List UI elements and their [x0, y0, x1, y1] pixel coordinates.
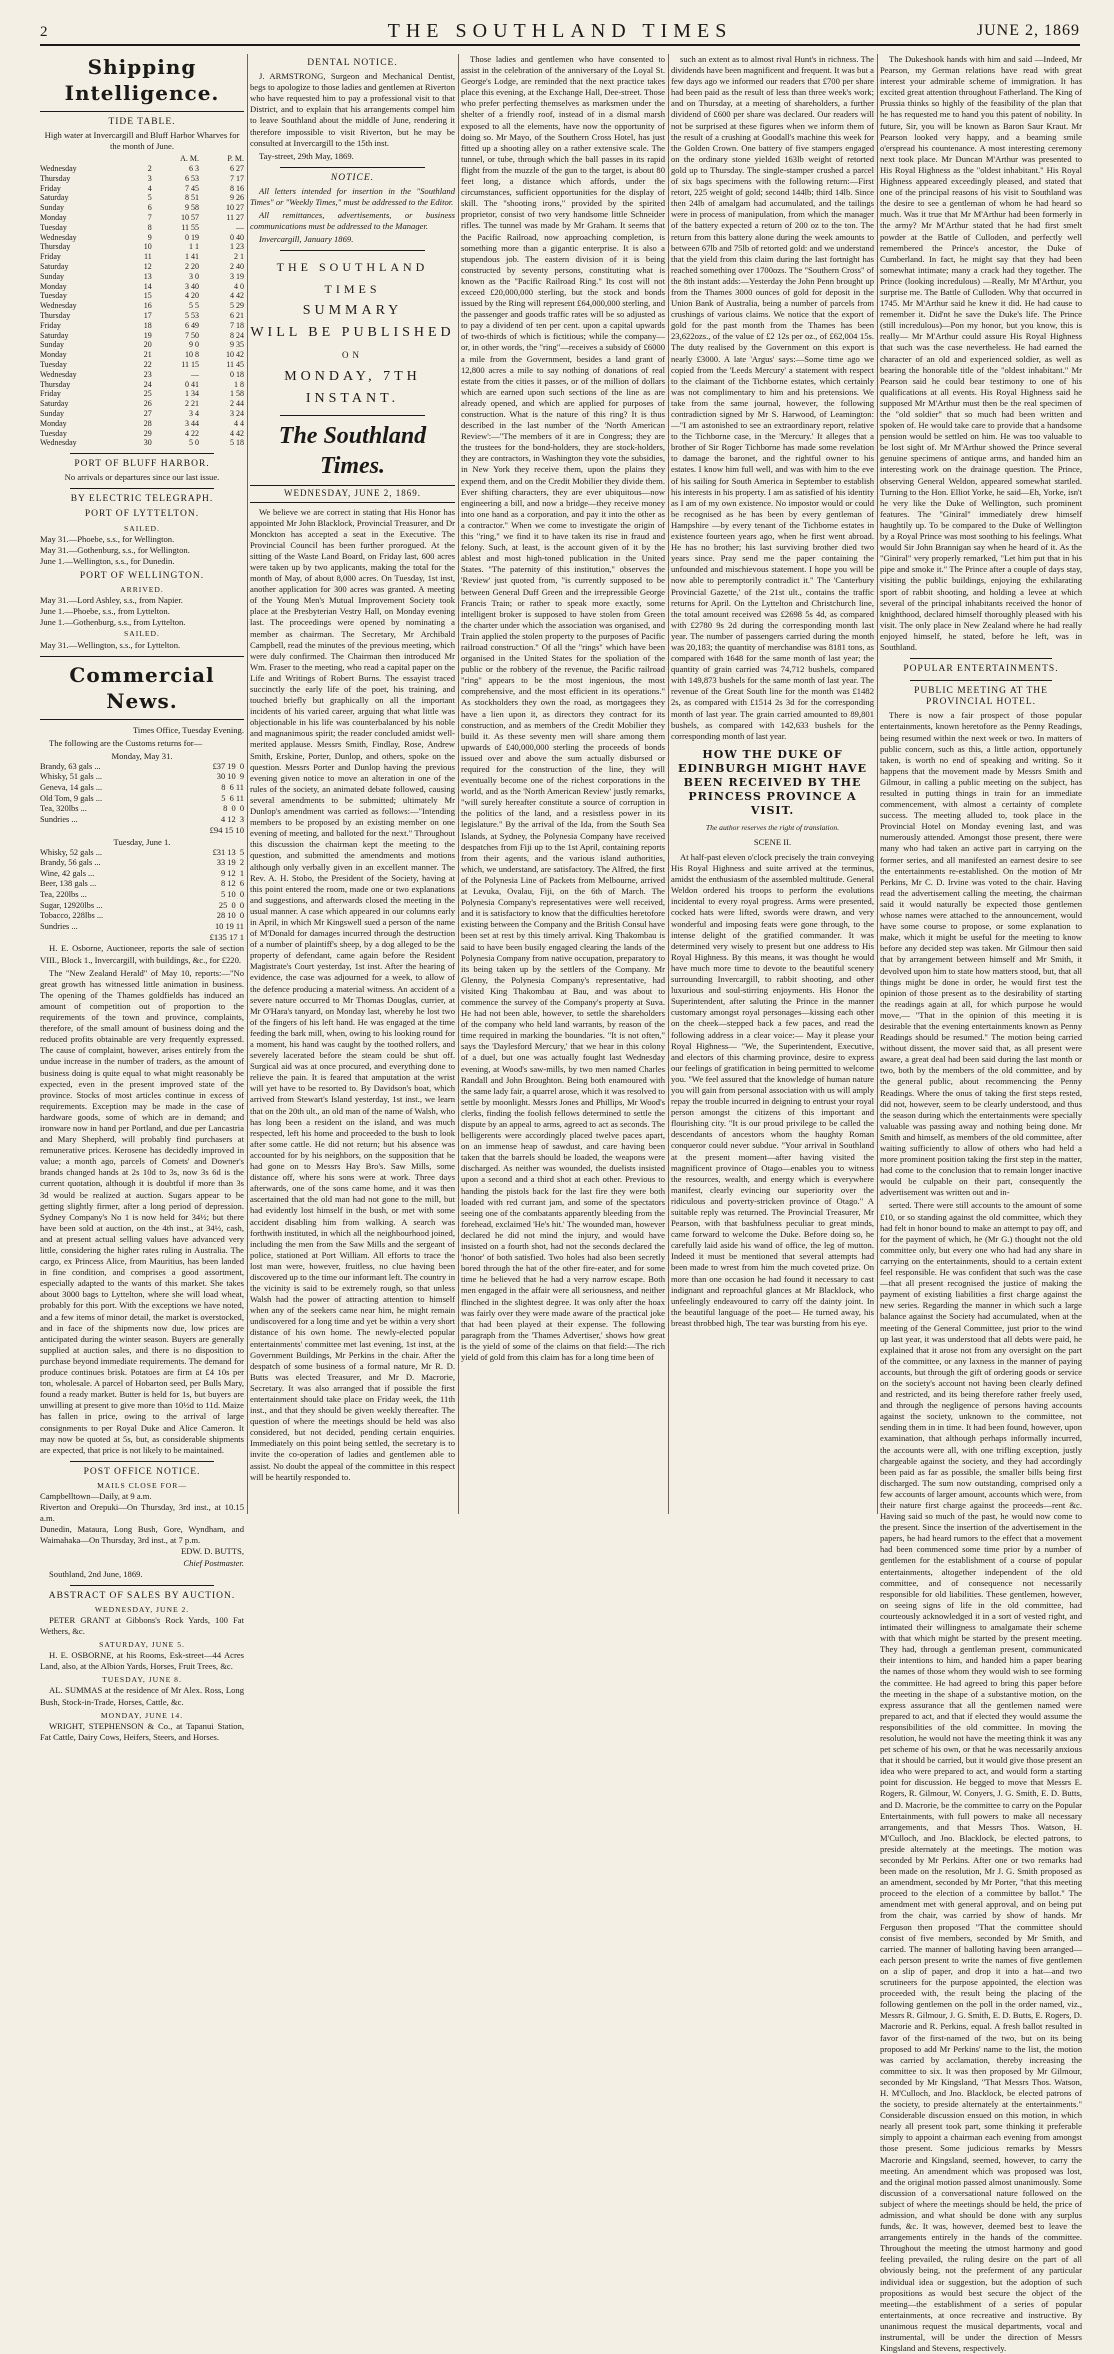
tide-cell: Wednesday — [40, 369, 77, 379]
tide-cell: 7 — [147, 213, 152, 223]
item-value: 8 12 6 — [220, 879, 244, 889]
table-row — [40, 429, 244, 439]
wellington-arrived-list — [40, 595, 244, 628]
newspaper-title: THE SOUTHLAND TIMES — [387, 20, 733, 42]
bluff-heading: PORT OF BLUFF HARBOR. — [74, 459, 210, 470]
times-office: Times Office, Tuesday Evening. — [132, 724, 244, 735]
table-row — [40, 772, 244, 783]
tide-col-header — [132, 154, 152, 164]
item-name: Brandy, 63 gals ... — [40, 761, 101, 771]
auction-date: SATURDAY, JUNE 5. — [99, 1640, 185, 1650]
tide-cell: 1 8 — [234, 379, 244, 389]
tide-cell: 3 40 — [184, 281, 199, 291]
tide-cell: 1 41 — [184, 252, 199, 262]
tide-cell: 9 0 — [188, 340, 199, 350]
table-row — [40, 262, 244, 272]
tide-cell: Sunday — [40, 271, 64, 281]
tide-cell: 7 18 — [230, 320, 244, 330]
tide-cell: 27 — [143, 409, 152, 418]
tide-col-header — [40, 154, 132, 164]
item-name: Sugar, 12920lbs ... — [40, 900, 103, 910]
column-rule — [458, 54, 459, 1514]
column-2 — [250, 54, 455, 1514]
table-row — [40, 783, 244, 794]
item-name: Old Tom, 9 gals ... — [40, 793, 103, 803]
table-row — [40, 890, 244, 901]
market-report: The "New Zealand Herald" of May 10, reports:—"No great growth has witnessed little animation in business. The opening of the Thames goldfields has induced an amount of competition out of proportion to the requirements of the town and province, complaints, therefore, of the small amount of business doing and the reduced profits obtainable are very frequently expressed. The cause of complaint, however, arises entirely from the undue increase in the number of traders, as the amount of business doing is quite equal to what might reasonably be expected, even in the present improved state of the province. Stocks of most articles continue in excess of requirements. Exception may be made in the case of hardware goods, some of which are in demand; and ironware now in hand per Portland, and due per Lancastria and Mary Shepherd, will probably find purchasers at remunerative prices. Kerosene has decidedly improved in value; a month ago, parcels of Comets' and Downer's brands changed hands at 2s 10d to 3s, now 3s 6d is the current quotation, although it is doubtful if more than 3s 3d would be realized at auction. Sugars appear to be getting slightly firmer, after a long period of depression. Sydney Company's No 1 is now held for 34½; but there have been sold at auction, on the 4th inst., at 34½, cash, and at present actual selling values have advanced very little, considering the higher rates ruling in Australia. The cargo, ex Princess Alice, from Mauritius, has been landed in fine condition, and comprises a good assortment, especially adapted to the wants of this market. She takes about 3000 bags to Lyttelton, where she will load wheat, probably for this port. With the exceptions we have noted, and a few items of minor detail, the market is overstocked, and in face of the shipments now due, low prices are anticipated during the winter season. Buyers are generally supplied at auction sales, and there is no disposition to purchase beyond immediate requirements. The demand for produce continues brisk. Potatoes are firm at £4 10s per ton, wholesale. A parcel of Hobarton seed, per Bulls Mary, found a ready market. Butter is held for 1s, but buyers are unwilling at present to give more than 10½d to 11d. Maize has fallen in price, owing to the arrival of large consignments to per Royal Duke and Alice Cameron. It may now be quoted at 5s, but, as considerable shipments are expected, that price is not likely to be maintained. — [40, 967, 244, 1455]
auction-entry: WRIGHT, STEPHENSON & Co., at Tapanui Station, Fat Cattle, Dairy Cows, Heifers, Steers, and Horses. — [40, 1720, 244, 1742]
divider — [280, 250, 425, 251]
tide-cell: 25 — [143, 389, 152, 399]
tide-table — [40, 154, 244, 448]
divider — [70, 1585, 214, 1586]
tide-cell: 11 15 — [181, 360, 199, 370]
tide-cell: 17 — [143, 311, 152, 321]
table-row — [40, 242, 244, 252]
item-value: 8 0 0 — [223, 804, 244, 814]
tide-cell: 9 26 — [230, 193, 244, 203]
table-row — [40, 213, 244, 223]
tide-cell: 8 51 — [184, 193, 199, 203]
telegraph-heading: BY ELECTRIC TELEGRAPH. — [70, 494, 214, 505]
scene-heading: SCENE II. — [753, 836, 792, 847]
tide-cell: 8 — [147, 222, 152, 232]
summary-line: MONDAY, 7TH INSTANT. — [284, 369, 421, 407]
list-item: May 31.—Phoebe, s.s., for Wellington. — [40, 533, 175, 544]
tide-cell: 21 — [143, 350, 152, 360]
wellington-sailed-list — [40, 640, 244, 651]
column-rule — [668, 54, 669, 1514]
summary-line: ON — [342, 350, 363, 361]
divider — [70, 453, 214, 454]
item-name: Wine, 42 gals ... — [40, 868, 95, 878]
post-sub: MAILS CLOSE FOR— — [97, 1480, 187, 1490]
item-value: 5 10 0 — [220, 890, 244, 899]
tide-cell: 2 40 — [230, 262, 244, 272]
divider — [40, 656, 244, 657]
tide-cell: 7 50 — [184, 330, 199, 340]
tide-cell: Friday — [40, 320, 61, 330]
tide-cell: 3 24 — [230, 409, 244, 418]
item-value: 9 12 1 — [220, 868, 244, 878]
tide-cell: 1 58 — [230, 389, 244, 399]
tide-cell: Saturday — [40, 399, 69, 409]
auction-heading: ABSTRACT OF SALES BY AUCTION. — [48, 1590, 236, 1601]
table-row — [40, 350, 244, 360]
list-item: Dunedin, Mataura, Long Bush, Gore, Wyndham, and Waimahaka—On Thursday, 3rd inst., at 7 p.m. — [40, 1524, 244, 1546]
tide-cell: 10 42 — [226, 350, 244, 360]
lyttelton-heading: PORT OF LYTTELTON. — [84, 509, 200, 520]
tide-cell: 4 — [147, 183, 152, 193]
item-value: 33 19 2 — [216, 858, 244, 868]
table-row — [40, 438, 244, 448]
table-row — [40, 815, 244, 826]
tide-cell: Saturday — [40, 330, 69, 340]
tide-cell: 2 21 — [184, 399, 199, 409]
tide-cell: 3 44 — [184, 418, 199, 428]
table-row — [40, 762, 244, 773]
notice-text-2: All remittances, advertisements, or business communications must be addressed to the Manager. — [250, 210, 455, 232]
tide-cell: 20 — [143, 340, 152, 350]
tide-cell: 18 — [143, 320, 152, 330]
tide-cell: 7 45 — [184, 183, 199, 193]
editorial-text: We believe we are correct in stating that His Honor has appointed Mr John Blacklock, Provincial Treasurer, and Dr Monckton has accepted a seat in the Executive. The Provincial Council has been further prorogued. At the sitting of the Waste Land Board, on Friday last, 600 acres were taken up by two applicants, making the total for the month of May, of about 8,000 acres. On Tuesday, 1st inst, another application for 300 acres was granted. A meeting of the Young Men's Mutual Improvement Society took place at the Presbyterian Vestry Hall, on Monday evening last. The proceedings were opened by nominating a member as chairman. The Secretary, Mr Archibald Campbell, read the minutes of the previous meeting, which were duly confirmed. The Chairman then introduced Mr Wm. Fraser to the meeting, who read a capital paper on the Life and Writings of Robert Burns. The essayist traced succinctly the early life of the poet, his training, and touched briefly but graphically on all the important incidents of his varied career, arguing that what little was objectionable in his life was counterbalanced by his noble and magnanimous spirit; the reader concluded amidst well-merited applause. Messrs Smith, Findlay, Rose, Andrew Smith, Erskine, Porter, Dunlop, and others, spoke on the question. Messrs Porter and Dunlop having the previous evening given notice to move an alteration in one of the rules of the society, an animated debate followed, causing several amendments to be submitted; ultimately Mr Dunlop's amendment was carried as follows:—"Intending members to be proposed by an existing member on one evening of meeting, and balloted for the next." Throughout this discussion the chairman kept the meeting to the question, and submitted the amendments and motions although only verbally given in an excellent manner. The Rev. A. H. Stobo, the President of the Society, having at this point entered the room, made one or two explanations and suggestions, and afterwards closed the meeting in the usual manner. A case which appeared in our columns early in April, in which Mr Kingswell sued a person of the name of M'Donald for damages incurred through the destruction of a number of plaintiff's sheep, by a dog alleged to be the property of defendant, came again before the Resident Magistrate's Court yesterday, 1st inst. After the hearing of evidence, the case was adjourned for a week, to allow of the defence producing a material witness. An accident of a severe nature occurred to Mr Thomas Douglas, currier, at Mr O'Hara's tanyard, on Monday last, whereby he lost two of the fingers of his left hand. He was engaged at the time feeding the bark mill, when, owing to his looking round for a moment, his hand was caught by the toothed rollers, and severely lacerated before the steam could be shut off. Surgical aid was at once procured, and everything done to relieve the pain. It is feared that amputation at the wrist will yet have to be resorted to. By Davidson's boat, which arrived from Stewart's Island yesterday, 1st inst., we learn that on the 20th ult., an old man of the name of Walsh, who has long been a resident on the island, and was much respected, left his home and proceeded to the bush to look after some cattle. He did not return; but his absence was accounted for by his neighbors, on the supposition that he had gone on to Messrs Hay Bro's. Saw Mills, some distance off, where his sons were at work. Three days afterwards, one of the sons came home, and it was then ascertained that the old man had not gone to the mill, but had evidently lost himself in the bush, or met with some accident disabling him from walking. A search was forthwith instituted, in which all the neighbourhood joined, including the men from the Saw Mills and the sergeant of police, stationed at Port William. All efforts to trace the lost man were, however, fruitless, no clue having been discovered up to the time our informant left. The country in the vicinity is said to be extremely rough, so that unless Walsh had the power of attracting attention to himself when any of the seekers came near him, he might remain undiscovered for a long time and yet be within a very short distance of his own home. The newly-elected popular entertainments' committee met last evening, 1st inst, at the Government Buildings, Mr Perkins in the chair. After the despatch of some business of a formal nature, Mr R. D. Butts was elected Treasurer, and Mr D. Macrorie, Secretary. It was also arranged that if possible the first entertainment should take place on Friday week, the 11th inst., and that they should be given weekly thereafter. The question of where the meetings should be held was also considered, but not decided, pending certain enquiries. Immediately on this point being settled, the secretary is to invite the co-operation of ladies and gentlemen able to assist. No doubt the appeal of the committee in this respect will be heartily responded to. — [250, 506, 455, 1482]
notice-heading: NOTICE. — [330, 172, 375, 183]
tide-cell: 0 40 — [230, 232, 244, 242]
monday-heading: Monday, May 31. — [111, 750, 173, 761]
item-value: £31 13 5 — [212, 847, 244, 857]
column-rule — [877, 54, 878, 1514]
item-value: 30 10 9 — [216, 772, 244, 782]
tide-cell: 0 41 — [184, 379, 199, 389]
divider — [280, 415, 425, 416]
tide-cell: 2 20 — [184, 262, 199, 272]
tide-cell: Monday — [40, 281, 67, 291]
dental-address: Tay-street, 29th May, 1869. — [259, 150, 354, 161]
column-rule — [247, 54, 248, 1514]
tide-cell: — — [236, 222, 244, 232]
tide-cell: 19 — [143, 330, 152, 340]
tide-cell: 8 16 — [230, 183, 244, 193]
tide-cell: 6 21 — [230, 311, 244, 321]
tide-cell: 11 27 — [226, 213, 244, 223]
auction-date: MONDAY, JUNE 14. — [100, 1710, 184, 1720]
tide-cell: 6 — [147, 203, 152, 213]
issue-date: JUNE 2, 1869 — [976, 22, 1080, 39]
table-row — [40, 858, 244, 869]
tide-cell: 8 24 — [230, 330, 244, 340]
tide-cell: 6 3 — [188, 164, 199, 174]
divider — [40, 719, 244, 720]
table-row — [40, 331, 244, 341]
tide-cell: 4 42 — [230, 428, 244, 438]
tide-cell: 5 29 — [230, 301, 244, 311]
summary-notice — [250, 256, 455, 410]
table-row — [40, 360, 244, 370]
tuesday-heading: Tuesday, June 1. — [113, 836, 171, 847]
table-row — [40, 804, 244, 815]
tide-cell: 4 0 — [234, 281, 244, 291]
tide-cell: Wednesday — [40, 164, 77, 174]
auction-entry: AL. SUMMAS at the residence of Mr Alex. Ross, Long Bush, Stock-in-Trade, Horses, Cattle, &c. — [40, 1685, 244, 1707]
tide-cell: 10 27 — [226, 203, 244, 213]
tide-cell: 7 17 — [230, 173, 244, 183]
tide-cell: Monday — [40, 350, 67, 360]
list-item: Campbelltown—Daily, at 9 a.m. — [40, 1490, 152, 1501]
tide-cell: Wednesday — [40, 438, 77, 448]
tide-cell: Friday — [40, 183, 61, 193]
tide-cell: 4 20 — [184, 291, 199, 301]
tide-col-header: P. M. — [227, 154, 244, 164]
list-item: Riverton and Orepuki—On Thursday, 3rd inst., at 10.15 a.m. — [40, 1502, 244, 1524]
tide-cell: 26 — [143, 399, 152, 409]
column-5 — [880, 54, 1082, 2354]
table-row — [40, 193, 244, 203]
table-row — [40, 340, 244, 350]
item-name: Brandy, 56 gals ... — [40, 858, 101, 868]
post-heading: POST OFFICE NOTICE. — [83, 1466, 201, 1477]
table-row — [40, 321, 244, 331]
osborne-report: H. E. Osborne, Auctioneer, reports the sale of section VIII., Block 1., Invercargill, with buildings, &c., for £220. — [40, 943, 244, 965]
tide-cell: Thursday — [40, 242, 71, 252]
item-name: Whisky, 51 gals ... — [40, 772, 103, 782]
table-row — [40, 282, 244, 292]
tide-cell: 29 — [143, 428, 152, 438]
auction-entry: PETER GRANT at Gibbons's Rock Yards, 100 Fat Wethers, &c. — [40, 1614, 244, 1636]
auction-entry: H. E. OSBORNE, at his Rooms, Esk-street—44 Acres Land, also, at the Albion Yards, Horses, Fruit Trees, &c. — [40, 1650, 244, 1672]
tide-header-row — [40, 154, 244, 164]
table-row — [40, 879, 244, 890]
masthead — [40, 14, 1080, 46]
item-value: 28 10 0 — [216, 911, 244, 921]
list-item: June 1.—Wellington, s.s., for Dunedin. — [40, 555, 175, 566]
table-row — [40, 922, 244, 933]
tide-cell: 14 — [143, 281, 152, 291]
divider — [910, 680, 1052, 681]
table-row — [40, 272, 244, 282]
table-row — [40, 399, 244, 409]
table-row — [40, 794, 244, 805]
tide-cell: Sunday — [40, 340, 64, 350]
divider — [280, 167, 425, 168]
tide-cell: 3 0 — [188, 271, 199, 281]
item-value: 5 6 11 — [221, 793, 244, 803]
table-row — [40, 311, 244, 321]
tide-cell: 9 — [147, 232, 152, 242]
rights-notice: The author reserves the right of translation. — [705, 822, 840, 832]
table-row — [40, 252, 244, 262]
tide-cell: 4 42 — [230, 291, 244, 301]
table-row — [40, 409, 244, 419]
tide-cell: 5 53 — [184, 311, 199, 321]
tuesday-total: £135 17 1 — [209, 932, 244, 943]
tide-cell: 4 22 — [184, 428, 199, 438]
tide-cell: Monday — [40, 418, 67, 428]
item-name: Tobacco, 228lbs ... — [40, 911, 104, 921]
table-row — [40, 223, 244, 233]
news-text: Those ladies and gentlemen who have consented to assist in the celebration of the anniversary of the Loyal St. George's Lodge, are reminded that the next practice takes place this evening, at the Exchange Hall, Dee-street. Those who prefer perfecting themselves as marksmen under the shelter of a friendly roof, instead of in a dismal marsh exposed to all the elements, have now the opportunity of doing so. Mr Mayo, of the Southern Cross Hotel, has just fitted up a shooting alley on a rather extensive scale. The tunnel, or tube, through which the ball passes in its rapid flight from the muzzle of the gun to the target, is about 80 feet long, a distance which affords, under the circumstances, sufficient opportunities for the display of skill. The "shooting irons," provided by the spirited proprietor, consist of two very handsome little Schneider rifles. The tunnel was made by Mr Graham. It seems that the Pacific Railroad, now approaching completion, is something more than a gigantic enterprise. It is also a stupendous job. The eastern division of it is being constructed by seventy persons, constituting what is known as the "Pacific Railroad Ring." Its cost will not exceed £20,000,000 sterling, but the stock and bonds issued by the Ring will represent £64,000,000 sterling, and the passenger and goods traffic rates will be so adjusted as to pay a dividend of ten per cent. upon a capital upwards of two-thirds of which is fictitious; while the company—or, in other words, the "ring"—receives a subsidy of £6000 a mile from the Government, besides a land grant of 12,800 acres a mile to say nothing of donations of real estate from the cities it passes, or of the million of dollars which are earned upon such sections of the line as are already opened, and which are applied for purposes of construction. What is the nature of this ring? It is thus described in the last number of the 'North American Review':—"The members of it are in Congress; they are the trustees for the bond-holders, they are stock-holders, they are contractors, in Washington they vote the subsidies, in New York they receive them, upon the plains they expend them, and on the Credit Mobilier they divide them. Ever shifting characters, they are ever ubiquitous—now engineering a bill, and now a bridge—they receive money into one hand as a corporation, and pay it into the other as a contractor." When we come to investigate the origin of this "ring," we find it to have taken its rise in fraud and felony. Such, at least, is the account given of it by the ablest and most high-toned publication in the United States. "The paternity of this institution," observes the 'Review' just quoted from, "is currently supposed to be between General Duff Green and the irrepressible George Francis Train; or rather to speak more exactly, some intelligent broker is supposed to have stolen from Green the charter under which the association was organised, and Train applied the stolen property to the purposes of Pacific railroad construction." Of all the "rings" which have been organised in the United States for the spoliation of the public or the robbery of the revenue, the Pacific railroad "ring" appears to be the most ingenious, the most comprehensive, and the most efficient in its operations." As stockholders they own the road, as mortgagees they have a lien upon it, as directors they contract for its construction, and as members of the Credit Mobilier they build it. As these seventy men will share among them upwards of £40,000,000 sterling the proceeds of bonds issued over and above the sum actually disbursed or required for the construction of the line, they will eventually become one of the richest corporations in the world, and as the 'North American Review' justly remarks, "will surely hereafter constitute a source of corruption in the politics of the land, and a resistless power in its legislature." By the arrival of the Ida, from the South Sea Islands, at Sydney, the Polynesia Company have received despatches from Fiji up to the 1st April, containing reports from their agents, and the various island authorities, which, we understand, are satisfactory. The Alfred, the first of the Polynesia Line of Packets from Melbourne, arrived at Levuka, Ovalau, Fiji, on the 6th of March. The Polynesia Company's representatives were well received, and it is satisfactory to know that the difficulties heretofore existing between the Company and the British Consul have been set at rest by this timely arrival. King Thakombau is said to have been busily engaged clearing the lands of the Polynesia Company from native occupation, preparatory to its being taken up by the settlers of the Company. Mr Glenny, the Polynesia Company's representative, had visited King Thakombau at Bau, and was about to commence the survey of the Company's property at Suva. He had not been able, however, to settle the shareholders of the company who held land warrants, by reason of the time required in marking the boundaries. "It is not often," says the 'Daylesford Mercury,' that we hear in this colony of a duel, but one was actually fought last Wednesday evening, at Wood's saw-mills, by two men named Charles Randall and John Broughton. Being both enamoured with the same lady fair, a quarrel arose, which it was resolved to settle by moonlight. Messrs Jones and Phillips, Mr Wood's clerks, finding the foolish fellows determined to settle the dispute by an appeal to arms, agreed to act as seconds. The belligerents were accordingly placed twelve paces apart, on an immense heap of sawdust, and care having been taken that the barrels should be loaded, the weapons were discharged. As neither was wounded, the duelists insisted upon a second and a third shot at each other. Previous to handing the pistols back for the last fire they were both loaded with red currant jam, and some of the spectators seeing one of the combatants apparently bleeding from the forehead, exclaimed 'He's hit.' The wounded man, however declared he did not mind the injury, and would have insisted on a fourth shot, had not the seconds declared the 'honor' of both satisfied. Two holes had also been secretly bored through the hat of the other fire-eater, and for some time he believed that he had a very narrow escape. Both men engaged in the affair were all seriousness, and neither flinched in the slightest degree. It was only after the hoax was fairly over they were made aware of the practical joke that had been played at their expense. The following paragraph from the 'Thames Advertiser,' shows how great is the yield of some of the claims on that field:—The rich yield of gold from this claim has for a long time been of — [461, 54, 665, 1362]
tide-cell: Tuesday — [40, 222, 67, 232]
summary-line: WILL BE PUBLISHED — [250, 325, 455, 341]
shipping-heading: Shipping Intelligence. — [64, 55, 220, 105]
list-item: June 1.—Phoebe, s.s., from Lyttelton. — [40, 606, 170, 617]
divider — [70, 1461, 214, 1462]
gold-report-text: such an extent as to almost rival Hunt's in richness. The dividends have been magnificent and frequent. It was but a few days ago we informed our readers that £700 per share had been paid as the result of less than three week's work; and on Thursday, at a meeting of shareholders, a further dividend of £600 per share was declared. Our readers will not be surprised at these figures when we inform them of the result of a crushing at Goodall's machine this week for the Golden Crown. One battery of five stampers engaged on the ordinary stone yielded 163lb weight of retorted gold up to Thursday. The single-stamper crushed a parcel of six bags specimens with the following return:—First retort, 225 weight of gold; second 144lb; third 14lb. Since then 24lb of amalgam had accumulated, and the tailings were in process of manipulation, from which the manager of the battery expected a return of 200 oz to the ton. The return from this battery alone during the week amounts to between 67lb and 75lb of retorted gold: and we understand that the yield from this claim during the last fortnight has reached something over 1700ozs. The "Southern Cross" of the 8th instant adds:—Yesterday the John Penn brought up from the Thames 3000 ounces of gold for deposit in the Union Bank of Australia, being a number of parcels from crushings of various claims. We notice that the export of gold for the past month from the Thames has been 23,622ozs., of the value of £2 12s per oz., of £62,004 15s. The duty realised by the Government on this export is nearly £3000. A late 'Argus' says:—Some time ago we copied from the 'Leeds Mercury' a statement with respect to the claimant of the Tichborne estates, which certainly was not complimentary to him and his pretensions. We take from the same journal, however, the following contradiction signed by Mr S. Harwood, of Leamington:—"I am astonished to see an extraordinary report, relative to the Tichborne case, in the 'Mercury.' It alleges that a brother of Sir Roger Tichborne has made some revelation to damage the baronet, and the rightful owner to his estates. I know him full well, and was with him to the eve of his sailing for South America in September to establish his interests in his property. I am as satisfied of his identity as I am of my own existence. No impostor would or could be recognised as he has been by every gentleman of Hampshire —by every tenant of the Tichborne estates in existence fourteen years ago, when he first went abroad. He has no brother; his last surviving brother died two years since. Pray send me the paper containing the unfounded and mischievous statement. I hope you will be now able to peremptorily contradict it." The 'Canterbury Provincial Gazette,' of the 21st ult., contains the traffic returns for April. On the Lyttelton and Christchurch line, the total amount received was £2698 5s 4d, as compared with £2780 9s 2d during the corresponding month last year. The number of passengers carried during the month was 20,183; the quantity of merchandise was 8181 tons, as compared with 1648 for the same month of last year; the quantity of grain carried was 74,712 bushels, compared with 149,873 bushels for the same month of last year. The revenue of the Great South line for the month was £1482 2s, as compared with £1514 2s 3d for the corresponding month of last year. The grain carried amounted to 89,801 bushels, as compared with 142,633 bushels for the corresponding month of last year. — [671, 54, 874, 741]
tide-cell: 0 18 — [230, 369, 244, 379]
notice-date: Invercargill, January 1869. — [259, 234, 354, 245]
notice-text-1: All letters intended for insertion in the "Southland Times" or "Weekly Times," must be addressed to the Editor. — [250, 185, 455, 208]
tide-cell: 5 — [147, 193, 152, 203]
tide-cell: Tuesday — [40, 360, 67, 370]
tide-cell: Sunday — [40, 203, 64, 213]
item-value: 25 0 0 — [218, 900, 244, 910]
tide-cell: 2 1 — [234, 252, 244, 262]
tide-cell: Friday — [40, 389, 61, 399]
tide-cell: Thursday — [40, 311, 71, 321]
tide-cell: 15 — [143, 291, 152, 301]
tide-cell: 10 8 — [184, 350, 199, 360]
tide-cell: Saturday — [40, 193, 69, 203]
page-number: 2 — [40, 24, 48, 40]
tide-cell: 2 44 — [230, 399, 244, 409]
dental-heading: DENTAL NOTICE. — [307, 58, 398, 68]
wellington-heading: PORT OF WELLINGTON. — [79, 570, 205, 581]
tide-cell: 13 — [143, 271, 152, 281]
tide-cell: 10 57 — [180, 213, 199, 223]
tide-cell: 2 — [147, 164, 152, 174]
tide-cell: 3 4 — [188, 409, 199, 418]
tide-cell: Saturday — [40, 262, 69, 272]
list-item: May 31.—Gothenburg, s.s., for Wellington. — [40, 544, 190, 555]
tide-cell: 6 49 — [184, 320, 199, 330]
auction-date: WEDNESDAY, JUNE 2. — [94, 1604, 190, 1614]
table-row — [40, 911, 244, 922]
tide-cell: 6 27 — [230, 164, 244, 174]
table-row — [40, 233, 244, 243]
column-4 — [671, 54, 874, 1514]
tide-cell: Monday — [40, 213, 67, 223]
tide-cell: 1 1 — [188, 242, 199, 252]
tide-cell: 9 35 — [230, 340, 244, 350]
wellington-arrived: ARRIVED. — [120, 585, 164, 595]
tide-cell: Thursday — [40, 173, 71, 183]
table-row — [40, 380, 244, 390]
tide-cell: 3 19 — [230, 271, 244, 281]
wellington-sailed: SAILED. — [124, 629, 160, 639]
table-row — [40, 901, 244, 912]
column-3 — [461, 54, 665, 1514]
tide-cell: 0 19 — [184, 232, 199, 242]
tide-cell: — — [190, 369, 199, 379]
list-item: May 31.—Wellington, s.s., for Lyttelton. — [40, 639, 181, 650]
lyttelton-list — [40, 534, 244, 567]
tide-cell: 5 0 — [188, 438, 199, 448]
bluff-text: No arrivals or departures since our last issue. — [64, 472, 220, 483]
tide-cell: 16 — [143, 301, 152, 311]
table-row — [40, 174, 244, 184]
post-date: Southland, 2nd June, 1869. — [49, 1568, 143, 1579]
post-signature: EDW. D. BUTTS, — [181, 1546, 244, 1557]
item-name: Tea, 220lbs ... — [40, 890, 87, 899]
tide-cell: 6 53 — [184, 173, 199, 183]
table-row — [40, 370, 244, 380]
table-row — [40, 848, 244, 859]
item-value: 4 12 3 — [220, 814, 244, 824]
tide-cell: 9 58 — [184, 203, 199, 213]
auction-list — [40, 1604, 244, 1743]
popular-heading: POPULAR ENTERTAINMENTS. — [903, 664, 1059, 675]
list-item: June 1.—Gothenburg, s.s., from Lyttelton. — [40, 617, 186, 628]
tide-cell: Sunday — [40, 409, 64, 418]
post-title: Chief Postmaster. — [183, 1557, 244, 1568]
monday-customs-table — [40, 762, 244, 826]
meeting-text: There is now a fair prospect of those popular entertainments, known heretofore as the Penny Readings, being resumed within the next week or two. In matters of public concern, such as this, a little action, opportunely taken, is worth no end of speaking and writing. So it happens that the movement made by Messrs Smith and Gilmour, in calling a public meeting on the subject, has resulted in putting things in train for an immediate commencement, with almost a certainty of complete success. The meeting alluded to, took place in the Provincial Hotel on Monday evening last, and was numerously attended. Amongst those present, there were many who had taken an active part in carrying on the former series, and all manifested an earnest desire to see the entertainments re-established. On the motion of Mr Perkins, Mr C. D. Irvine was voted to the chair. Having read the advertisement calling the meeting, the chairman said it would naturally be expected those gentlemen whose names were attached to the announcement, would have some course to propose, or some explanation to make, which it might be useful for the meeting to know before any decided step was taken. Mr Gilmour then said that by arrangement between himself and Mr Smith, it devolved upon him to state how matters stood, but, that all things might be done in order, he would first test the opinion of those present as to the desirability of starting the readings again at all, for which purpose he would move,— "That in the opinion of this meeting it is desirable that the evening entertainments known as Penny Readings should be resumed." The motion being carried without dissent, the mover said that, as all present were aware, a great deal had been said during the last month or two, both by the members of the old committee, and by the general public, about recommencing the Penny Readings. Where the onus of taking the first steps rested, did not, however, seem to be clearly understood, and thus the season during which the entertainments were specially valuable was passing away and nothing being done. Mr Smith and himself, as members of the old committee, after waiting sufficiently to allow of others who had held a more prominent position taking the first step in the matter, had come to the conclusion that to remain longer inactive would be culpable on their part, consequently the advertisement was written out and in- — [880, 710, 1082, 1198]
divider — [40, 111, 244, 112]
item-value: 10 19 11 — [214, 921, 244, 931]
story-continued: The Dukeshook hands with him and said —Indeed, Mr Pearson, my German relations have read with great interest your admirable scheme of immigration. It has excited great attention throughout Fatherland. The King of Prussia thinks so highly of the feasibility of the plan that he has requested me to hand you this patent of nobility. In future, Sir, you will be known as Baron Saur Kraut. Mr Pearson looked very happy, and a beaming smile o'erspread his countenance. A most interesting ceremony next took place. Mr Duncan M'Arthur was presented to His Royal Highness as the "oldest inhabitant." His Royal Highness appeared exceedingly pleased, and stated that one of the principal reasons of his visit to Southland was the desire to see a gentleman of whom he had heard so much. Was it true that Mr M'Arthur had been formerly in the army? Mr M'Arthur stated that he had first smelt powder at the Battle of Culloden, and perfectly well remembered the Prince's ancestor, the Duke of Cumberland. In fact, he might say that they had been somewhat intimate; many a crack had they together. The Prince (looking incredulous) —Really, Mr M'Arthur, you surprise me. The Battle of Culloden. Why that occurred in 1745. Mr M'Arthur said he knew it did. He had cause to remember it. Did'nt he save the Duke's life. The Prince (still incredulous)—Pon my honor, but you know, this is really— Mr M'Arthur could assure His Royal Highness that such was the case nevertheless. He had earned the character of an old and experienced soldier, as well as bearing the honorable title of the "oldest inhabitant." Mr Pearson said he could bear testimony to one of his qualifications at all events. His Royal Highness said he supposed Mr M'Arthur must then be the real specimen of the "old soldier" that so much had been written and spoken of. He would take care to provide that a handsome pension would be settled on him. He was too valuable to be lost sight of. Mr M'Arthur showed the Prince several genuine specimens of antique arms, and handed him an interesting work on the drainage question. The Prince, observing General Weldon, appeared somewhat startled. Turning to the Hon. Elliot Yorke, he said—Eh, Yorke, isn't he very like the Duke of Wellington, such prominent features. The "Giniral" immediately drew himself haughtily up. To be compared to the Duke of Wellington by a Royal Prince was most soothing to his feelings. What would Sir John Brannigan say when he heard of it. As the "Giniral" very properly remarked, "Let him put that in his pipe and smoke it." The Prince after a couple of days stay, visiting the public buildings, enjoying the exhilarating sport of rabbit shooting, and holding a levee at which several of the principal inhabitants received the honor of knighthood, declared himself thoroughly pleased with his visit. The only place in New Zealand where he had really enjoyed himself, he stated, before he left, was in Southland. — [880, 54, 1082, 652]
tide-cell: 3 — [147, 173, 152, 183]
monday-total: £94 15 10 — [209, 825, 244, 836]
divider — [70, 488, 214, 489]
story-text: At half-past eleven o'clock precisely the train conveying His Royal Highness and suite arrived at the terminus, amidst the enthusiasm of the assembled multitude. General Weldon ordered his troops to perform the evolutions incidental to every royal progress. Arms were presented, cocked hats were lifted, swords were drawn, and very wonderful and imposing feats were gone through, to the intense delight of the gratified commander. It was determined very wisely to present but one address to His Royal Highness. By this means, it was thought he would have much more time to devote to the beautiful scenery surrounding Invercargill, to rabbit shooting, and other luxurious and soul-stirring enjoyments. His Honor the Superintendent, after saluting the Prince in the manner customary amongst royal personages—kissing each other on the cheek—stepped back a few paces, and read the following address in a clear voice:— May it please your Royal Highness— "We, the Superintendent, Executive, and electors of this charming province, desire to express our feelings of gratification in being permitted to welcome you. "We feel assured that the knowledge of human nature you will gain from personal association with us will amply repay the trouble incurred in deigning to entrust your royal person amongst the citizens of this important and flourishing city. "It is our proud privilege to be called the descendants of ancestors whom the haughty Roman conqueror could never subdue. "Your arrival in Southland at the present moment—after having visited the magnificent province of Otago—enables you to witness the resources, wealth, and energy which is everywhere manifest, clearly evincing our superiority over the ridiculous and poverty-stricken province of Otago." A suitable reply was returned. The Provincial Treasurer, Mr Pearson, with that bashfulness peculiar to great minds, came forward to welcome the Duke. Before doing so, he carefully laid aside his wand of office, the leg of mutton. Indeed it must be mentioned that several attempts had been made to wrest from him the much coveted prize. On more than one occasion he had found it necessary to cast indignant and reproachful glances at Mr Blacklock, who unfeelingly endeavoured to carry off the dainty joint. In the beautiful language of the poet— He turned away, his breast throbbed high, The tear was bursting from his eye. — [671, 852, 874, 1328]
tide-cell: 5 18 — [230, 438, 244, 448]
meeting-heading: PUBLIC MEETING AT THE PROVINCIAL HOTEL. — [914, 686, 1048, 708]
table-row — [40, 389, 244, 399]
column-1 — [40, 54, 244, 1742]
item-value: 8 6 11 — [221, 783, 244, 793]
item-name: Geneva, 14 gals ... — [40, 783, 103, 793]
tide-cell: 11 45 — [226, 360, 244, 370]
tide-cell: Wednesday — [40, 232, 77, 242]
tide-cell: 11 — [144, 252, 152, 262]
item-name: Sundries ... — [40, 814, 78, 824]
tide-cell: 10 — [143, 242, 152, 252]
summary-line: THE SOUTHLAND TIMES — [276, 260, 429, 297]
story-heading: HOW THE DUKE OF EDINBURGH MIGHT HAVE BEEN RECEIVED BY THE PRINCESS PROVINCE A VISIT. — [678, 747, 867, 817]
table-row — [40, 164, 244, 174]
paper-title: The Southland Times. — [278, 423, 427, 480]
post-list — [40, 1491, 244, 1546]
tide-cell: 28 — [143, 418, 152, 428]
tide-cell: 12 — [143, 262, 152, 272]
tide-heading: TIDE TABLE. — [108, 117, 176, 127]
commercial-heading: Commercial News. — [69, 662, 215, 713]
table-row — [40, 184, 244, 194]
tide-cell: Tuesday — [40, 291, 67, 301]
customs-intro: The following are the Customs returns for— — [49, 737, 203, 748]
tide-cell: 5 5 — [188, 301, 199, 311]
dateline: WEDNESDAY, JUNE 2, 1869. — [250, 485, 455, 502]
item-name: Whisky, 52 gals ... — [40, 847, 103, 857]
tide-cell: Friday — [40, 252, 61, 262]
item-name: Sundries ... — [40, 921, 78, 931]
item-name: Tea, 320lbs ... — [40, 804, 87, 814]
table-row — [40, 419, 244, 429]
tide-cell: 1 34 — [184, 389, 199, 399]
tide-sub: High water at Invercargill and Bluff Harbor Wharves for the month of June. — [44, 130, 240, 152]
tuesday-customs-table — [40, 848, 244, 933]
tide-cell: Thursday — [40, 379, 71, 389]
auction-date: TUESDAY, JUNE 8. — [102, 1675, 182, 1685]
table-row — [40, 869, 244, 880]
tide-cell: Wednesday — [40, 301, 77, 311]
tide-cell: 22 — [143, 360, 152, 370]
lyttelton-sailed: SAILED. — [124, 523, 160, 533]
summary-line: SUMMARY — [302, 303, 403, 319]
tide-cell: 24 — [143, 379, 152, 389]
tide-cell: 23 — [143, 369, 152, 379]
tide-cell: 4 4 — [234, 418, 244, 428]
tide-col-header: A. M. — [180, 154, 199, 164]
table-row — [40, 203, 244, 213]
list-item: May 31.—Lord Ashley, s.s., from Napier. — [40, 595, 183, 606]
table-row — [40, 301, 244, 311]
table-row — [40, 291, 244, 301]
tide-cell: 11 55 — [181, 222, 199, 232]
item-value: £37 19 0 — [212, 761, 244, 771]
tide-cell: 1 23 — [230, 242, 244, 252]
dental-text: J. ARMSTRONG, Surgeon and Mechanical Dentist, begs to apologize to those ladies and gentlemen at Riverton who have requested him to pay a professional visit to that District, and to explain that his arrangements compel him to leave Southland about the middle of June, rendering it therefore impossible to visit Riverton, but he may be consulted at Invercargill to the 15th inst. — [250, 71, 455, 148]
item-name: Beer, 138 gals ... — [40, 879, 97, 889]
divider — [910, 658, 1052, 659]
meeting-text-continued: serted. There were still accounts to the amount of some £10, or so standing against the old committee, which they had felt in honor bound to make an attempt to pay off, and for the payment of which, he (Mr G.) thought not the old committee only, but every one who had had any share in carrying on the entertainments, should to a certain extent feel responsible. He was confident that such was the case—that all present recognised the justice of making the payment of existing liabilities a first charge against the new series. Regarding the manner in which such a large balance against the Society had accumulated, when at the meeting of the General Committee, just prior to the wind up last year, it was understood that all debts were paid, he explained that it arose not from any oversight on the part of the committee, or any laxness in the manner of paying accounts, but through the gift of ordering goods or service on the society's account not having been clearly defined and restricted, and its being therefore rather freely used, and through the negligence of persons having accounts against the society, unknown to the committee, not sending them in in time. It had been found, however, upon examination, that although perhaps informally incurred, the accounts were all, with one trifling exception, justly chargeable against the society, and they had accordingly been paid as far as possible, the smaller bills being first discharged. The sum now outstanding, comprised only a few accounts of larger amount, accounts which were, from their nature first charge against the proceeds—rent &c. Having said so much of the past, he would now come to the present. Since the insertion of the advertisement in the papers, he had heard rumors to the effect that a movement had been commenced some time prior by a number of gentlemen for the establishment of a course of popular entertainments, altogether independent of the old committee, and of consequence not necessarily responsible for old liabilities. These gentlemen, however, on seeing signs of life in the old committee, had courteously acknowledged it in a sort of vested right, and intimated their willingness to amalgamate their scheme with that which might be started by the present meeting. They had, through a gentleman present, communicated their intentions to him, and handed him a paper bearing the names of those whom they would wish to see forming the committee. He had agreed to bring this paper before the meeting in the shape of a substantive motion, on the express assurance that all the gentlemen named were prepared to act, and that if elected they would assume the responsibilities of the old committee. In moving the resolution, he would not have the meeting think it was any pet scheme of his own, or that he was necessarily anxious that it should be carried, but it would give those present an idea who were prepared to act, and would form a starting point for discussion. He begged to move that Messrs E. Rogers, R. Gilmour, W. Conyers, J. G. Smith, E. D. Butts, and D. Macrorie, be the committee to carry on the Popular Entertainments, with full powers to make all necessary arrangements, and that Messrs Thos. Watson, H. M'Culloch, and Jno. Blacklock, be elected patrons, to preside alternately at the meetings. The motion was seconded by Mr Perkins. After one or two remarks had been made on the resolution, Mr J. G. Smith proposed as an amendment, seconded by Mr Porter, "that this meeting proceed to the election of a committee by ballot." The amendment met with general approval, and on being put from the chair, was carried by show of hands. Mr Ferguson then proposed "That the committee should consist of five members, seconded by Mr Smith, and carried. The manner of balloting having been arranged—each person present to write the names of five gentlemen on a slip of paper, and drop it into a hat—and two scrutineers for the purpose appointed, the election was proceeded with, the result being the placing of the following gentlemen on the poll in the order named, viz., Messrs R. Gilmour, J. G. Smith, E. D. Butts, E. Rogers, D. Macrorie and R. Perkins, equal. A fresh ballot resulted in favor of the first-named of the two, but on its being proposed to add Mr Perkins' name to the list, the motion was carried by acclamation, thereby increasing the committee to six. It was then proposed by Mr Gilmour, seconded by Mr Kingsland, "That Messrs Thos. Watson, H. M'Culloch, and Jno. Blacklock, be elected patrons of the society, to preside alternately at the entertainments." Considerable discussion ensued on this motion, in which nearly all present took part, some thinking it preferable simply to appoint a chairman each evening from amongst those present. Some judicious remarks by Messrs Macrorie and Kingsland, seemed, however, to carry the meeting. An amendment which was proposed was lost, and the original motion passed almost unanimously. Some discussion of a conversational nature followed on the subject of where the meetings should be held, the price of admission, and what should be done with any surplus funds, &c. It was, however, deemed best to leave the arrangements entirely in the hands of the committee. Throughout the meeting the utmost harmony and good feeling prevailed, the ruling desire on the part of all obviously being, not the preferment of any particular individual idea or suggestion, but the adoption of such propositions as would best secure the object of the meeting—the establishment of a series of popular entertainments, at once recreative and instructive. By unanimous request the musical departments, vocal and instrumental, will be under the direction of Messrs Kingsland and Stevens, respectively. — [880, 1200, 1082, 2354]
tide-cell: 30 — [143, 438, 152, 448]
tide-cell: Tuesday — [40, 428, 67, 438]
